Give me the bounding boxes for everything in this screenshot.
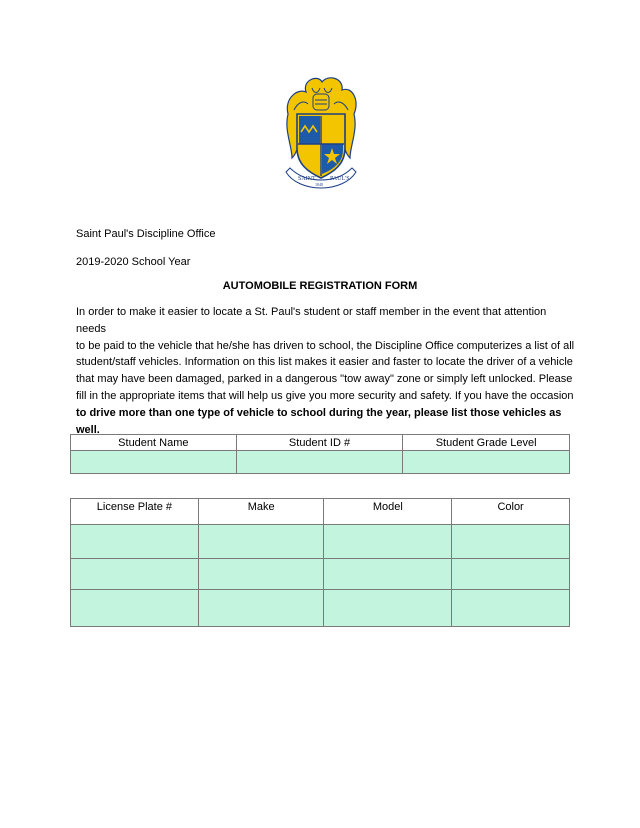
make-field[interactable]: [198, 525, 324, 559]
student-name-field[interactable]: [71, 451, 237, 474]
office-name: Saint Paul's Discipline Office: [76, 228, 216, 240]
intro-bold-line: to drive more than one type of vehicle to school during the year, please list those vehicles as well.: [76, 406, 562, 436]
school-year: 2019-2020 School Year: [76, 256, 191, 268]
license-plate-field[interactable]: [71, 559, 199, 590]
crest-year: 1848: [315, 182, 323, 187]
header-student-name: Student Name: [71, 435, 237, 451]
header-student-id: Student ID #: [236, 435, 403, 451]
intro-line: to be paid to the vehicle that he/she has driven to school, the Discipline Office computerizes a list of all: [76, 339, 575, 352]
intro-paragraph: [76, 304, 576, 438]
intro-line: student/staff vehicles. Information on this list makes it easier and faster to locate the driver of a vehicle: [76, 356, 573, 369]
intro-line: that may have been damaged, parked in a dangerous "tow away" zone or simply left unlocked. Please: [76, 373, 573, 386]
student-grade-field[interactable]: [403, 451, 570, 474]
license-plate-field[interactable]: [71, 525, 199, 559]
header-license-plate: License Plate #: [71, 499, 199, 525]
intro-line: In order to make it easier to locate a St. Paul's student or staff member in the event that attention needs: [76, 306, 547, 335]
color-field[interactable]: [452, 525, 570, 559]
make-field[interactable]: [198, 590, 324, 627]
vehicle-row: [71, 525, 570, 559]
vehicle-table-header: [71, 499, 570, 525]
crest-text-right: PAUL'S: [330, 176, 350, 182]
student-table-header: [71, 435, 570, 451]
header-model: Model: [324, 499, 452, 525]
model-field[interactable]: [324, 559, 452, 590]
student-id-field[interactable]: [236, 451, 403, 474]
crest-text-left: SAINT: [298, 176, 316, 182]
color-field[interactable]: [452, 559, 570, 590]
model-field[interactable]: [324, 590, 452, 627]
header-student-grade: Student Grade Level: [403, 435, 570, 451]
header-make: Make: [198, 499, 324, 525]
color-field[interactable]: [452, 590, 570, 627]
license-plate-field[interactable]: [71, 590, 199, 627]
student-table-row: [71, 451, 570, 474]
school-crest-logo: [284, 74, 358, 192]
model-field[interactable]: [324, 525, 452, 559]
vehicle-table: [70, 498, 570, 627]
vehicle-row: [71, 559, 570, 590]
intro-line: fill in the appropriate items that will help us give you more security and safety. If you have the occasion: [76, 389, 574, 402]
vehicle-row: [71, 590, 570, 627]
make-field[interactable]: [198, 559, 324, 590]
student-table: [70, 434, 570, 474]
header-color: Color: [452, 499, 570, 525]
form-title: AUTOMOBILE REGISTRATION FORM: [222, 280, 418, 292]
